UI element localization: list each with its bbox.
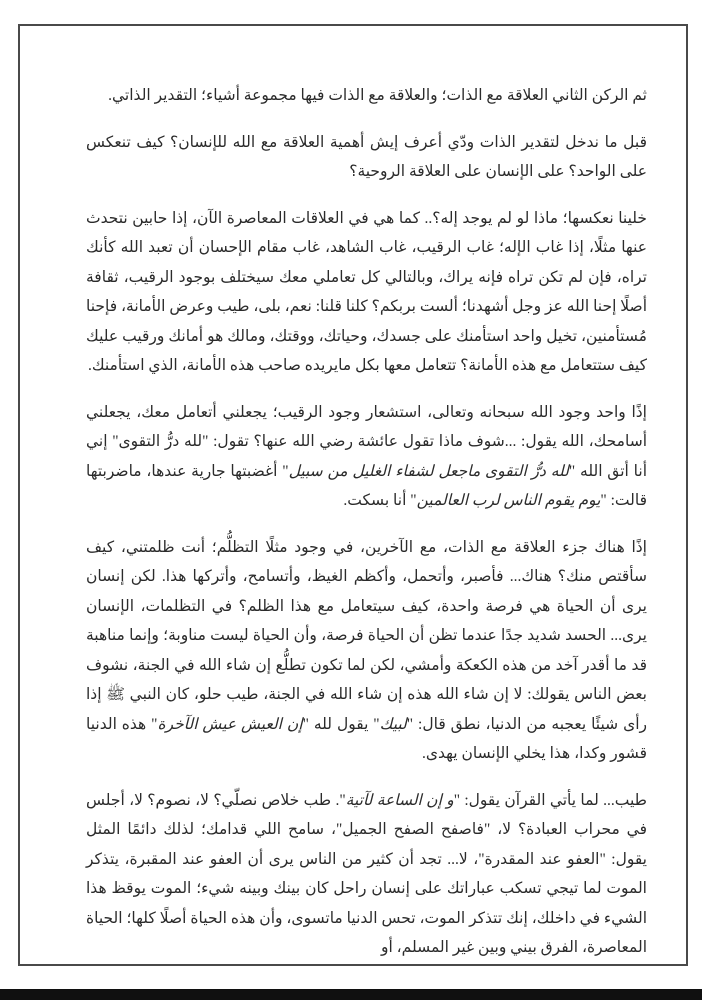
paragraph	[86, 786, 647, 963]
body-text: إذًا هناك جزء العلاقة مع الذات، مع الآخرين، في وجود مثلًا التظلُّم؛ أنت ظلمتني، كيف سأقتص منك؟ هناك... فأصبر، وأتحمل، وأكظم الغيظ، وأتسامح، وأتركها هذا. لكن إنسان يرى أن الحياة هي فرصة واحدة، كيف سيتعامل مع هذا الظلم؟ في التظلمات، الإنسان يرى... الحسد شديد جدًا عندما تظن أن الحياة فرصة، وأن الحياة ليست مناوبة؛ وإنما مناهبة قد ما أقدر آخد من هذه الكعكة وأمشي، لكن لما تكون تطلُّع إن شاء الله في الجنة، نشوف بعض الناس يقولك: لا إن شاء الله هذه إن شاء الله في الجنة، طيب حلو، كان النبي ﷺ إذا رأى شيئًا يعجبه من الدنيا، نطق قال: "	[86, 538, 648, 733]
body-text: " أنا بسكت.	[343, 492, 417, 509]
quoted-italic-text: و إن الساعة لآتية	[345, 791, 454, 809]
body-text: " هذه الدنيا قشور وكدا، هذا يخلي الإنسان يهدى.	[86, 715, 647, 762]
paragraph	[86, 204, 647, 381]
body-text: إذًا واحد وجود الله سبحانه وتعالى، استشعار وجود الرقيب؛ يجعلني أتعامل معك، يجعلني أسامحك، الله يقول: ...شوف ماذا تقول عائشة رضي الله عنها؟ تقول: "لله درُّ التقوى" إني أنا أتق الله "	[86, 403, 647, 480]
quoted-italic-text: يوم يقوم الناس لرب العالمين	[416, 492, 601, 509]
document-paragraphs	[86, 81, 647, 963]
quoted-italic-text: لبيك	[379, 715, 407, 733]
body-text: خلينا نعكسها؛ ماذا لو لم يوجد إله؟.. كما هي في العلاقات المعاصرة الآن، إذا حابين نتحدث عنها مثلًا، إذا غاب الإله؛ غاب الرقيب، غاب الشاهد، غاب مقام الإحسان أن تعبد الله كأنك تراه، فإن لم تكن تراه فإنه يراك، وبالتالي كل تعاملي معك سيختلف بوجود الرقيب، ثقافة أصلًا إحنا الله عز وجل أشهدنا؛ ألست بربكم؟ كلنا قلنا: نعم، بلى، طيب وعرض الأمانة، فإحنا مُستأمنين، تخيل واحد استأمنك على جسدك، وحياتك، ووقتك، ومالك هو أمانك ورقيب عليك كيف ستتعامل مع هذه الأمانة؟ تتعامل معها بكل مايريده صاحب هذه الأمانة، الذي استأمنك.	[86, 209, 647, 374]
body-text: " أغضبتها جارية عندها، ماضربتها قالت: "	[86, 462, 647, 509]
quoted-italic-text: لله درُّ التقوى ماجعل لشفاء الغليل من سبيل	[288, 462, 569, 480]
document-page	[18, 24, 688, 966]
paragraph	[86, 533, 647, 769]
paragraph	[86, 398, 647, 516]
bottom-black-bar	[0, 989, 702, 1000]
body-text: قبل ما ندخل لتقدير الذات ودّي أعرف إيش أهمية العلاقة مع الله للإنسان؟ كيف تنعكس على الواحد؟ على الإنسان على العلاقة الروحية؟	[86, 133, 647, 180]
quoted-italic-text: إن العيش عيش الآخرة	[157, 715, 303, 733]
body-text: طيب... لما يأتي القرآن يقول: "	[453, 791, 647, 809]
paragraph	[86, 128, 647, 187]
body-text: ". طب خلاص نصلّي؟ لا، نصوم؟ لا، أجلس في محراب العبادة؟ لا، "فاصفح الصفح الجميل"، سامح اللي قدامك؛ لذلك دائمًا المثل يقول: "العفو عند المقدرة"، لا... تجد أن كثير من الناس يرى أن العفو عند المقبرة، يتذكر الموت لما تيجي تسكب عباراتك على إنسان راحل كان بينك وبينه شيء؛ الموت يوقظ هذا الشيء في داخلك، إنك تتذكر الموت، تحس الدنيا ماتسوى، وأن هذه الحياة أصلًا كلها؛ الحياة المعاصرة، الفرق بيني وبين غير المسلم، أو	[86, 791, 647, 956]
body-text: " يقول لله "	[302, 715, 380, 733]
paragraph	[86, 81, 647, 111]
body-text: ثم الركن الثاني العلاقة مع الذات؛ والعلاقة مع الذات فيها مجموعة أشياء؛ التقدير الذاتي.	[108, 87, 647, 104]
